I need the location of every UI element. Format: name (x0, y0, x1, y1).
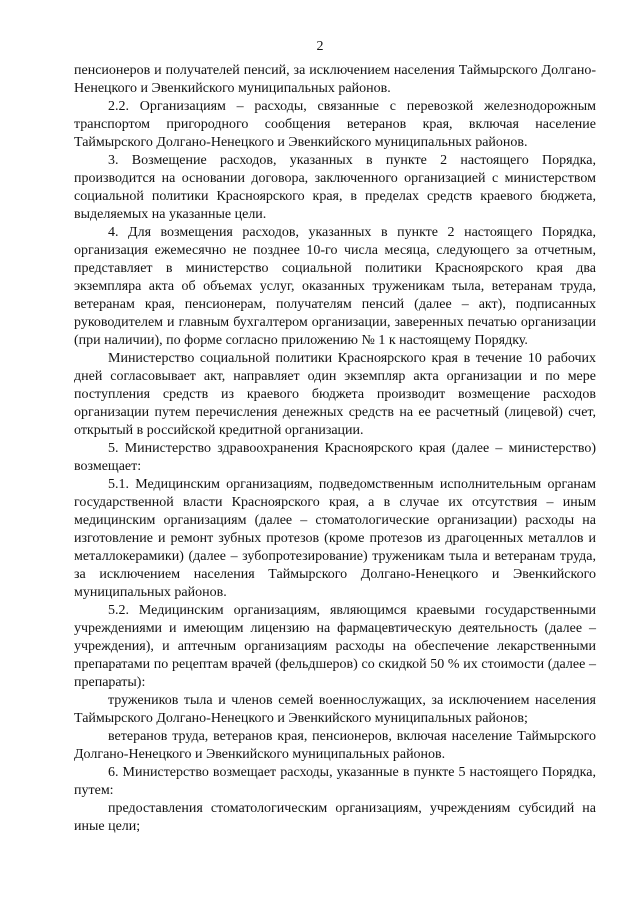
paragraph-3: 3. Возмещение расходов, указанных в пункте 2 настоящего Порядка, производится на основании договора, заключенного организацией с министерством социальной политики Красноярского края, в пределах средств краевого бюджета, выделяемых на указанные цели. (74, 153, 596, 222)
paragraph-2-2: 2.2. Организациям – расходы, связанные с перевозкой железнодорожным транспортом пригородного сообщения ветеранов края, включая население Таймырского Долгано-Ненецкого и Эвенкийского муниципальных районов. (74, 99, 596, 150)
page-number: 2 (316, 39, 324, 54)
paragraph-6: 6. Министерство возмещает расходы, указанные в пункте 5 настоящего Порядка, путем: (74, 765, 596, 798)
paragraph-5: 5. Министерство здравоохранения Красноярского края (далее – министерство) возмещает: (74, 441, 596, 474)
list-item-subsidies: предоставления стоматологическим организациям, учреждениям субсидий на иные цели; (74, 801, 596, 834)
paragraph-continuation: пенсионеров и получателей пенсий, за исключением населения Таймырского Долгано-Ненецкого и Эвенкийского муниципальных районов. (74, 63, 596, 96)
paragraph-4: 4. Для возмещения расходов, указанных в пункте 2 настоящего Порядка, организация ежемесячно не позднее 10-го числа месяца, следующего за отчетным, представляет в министерство социальной политики Красноярского края два экземпляра акта об объемах услуг, оказанных труженикам тыла, ветеранам труда, ветеранам края, пенсионерам, получателям пенсий (далее – акт), подписанных руководителем и главным бухгалтером организации, заверенных печатью организации (при наличии), по форме согласно приложению № 1 к настоящему Порядку. (74, 225, 596, 348)
document-body (74, 62, 596, 836)
list-item-home-front-workers: тружеников тыла и членов семей военнослужащих, за исключением населения Таймырского Долгано-Ненецкого и Эвенкийского муниципальных районов; (74, 693, 596, 726)
list-item-labor-veterans: ветеранов труда, ветеранов края, пенсионеров, включая население Таймырского Долгано-Ненецкого и Эвенкийского муниципальных районов. (74, 729, 596, 762)
paragraph-4-ministry: Министерство социальной политики Красноярского края в течение 10 рабочих дней согласовывает акт, направляет один экземпляр акта организации и по мере поступления средств из краевого бюджета производит возмещение расходов организации путем перечисления денежных средств на ее расчетный (лицевой) счет, открытый в российской кредитной организации. (74, 351, 596, 438)
paragraph-5-1: 5.1. Медицинским организациям, подведомственным исполнительным органам государственной власти Красноярского края, а в случае их отсутствия – иным медицинским организациям (далее – стоматологические организации) расходы на изготовление и ремонт зубных протезов (кроме протезов из драгоценных металлов и металлокерамики) (далее – зубопротезирование) труженикам тыла и ветеранам труда, за исключением населения Таймырского Долгано-Ненецкого и Эвенкийского муниципальных районов. (74, 477, 596, 600)
paragraph-5-2: 5.2. Медицинским организациям, являющимся краевыми государственными учреждениями и имеющим лицензию на фармацевтическую деятельность (далее – учреждения), и аптечным организациям расходы на обеспечение лекарственными препаратами по рецептам врачей (фельдшеров) со скидкой 50 % их стоимости (далее – препараты): (74, 603, 596, 690)
